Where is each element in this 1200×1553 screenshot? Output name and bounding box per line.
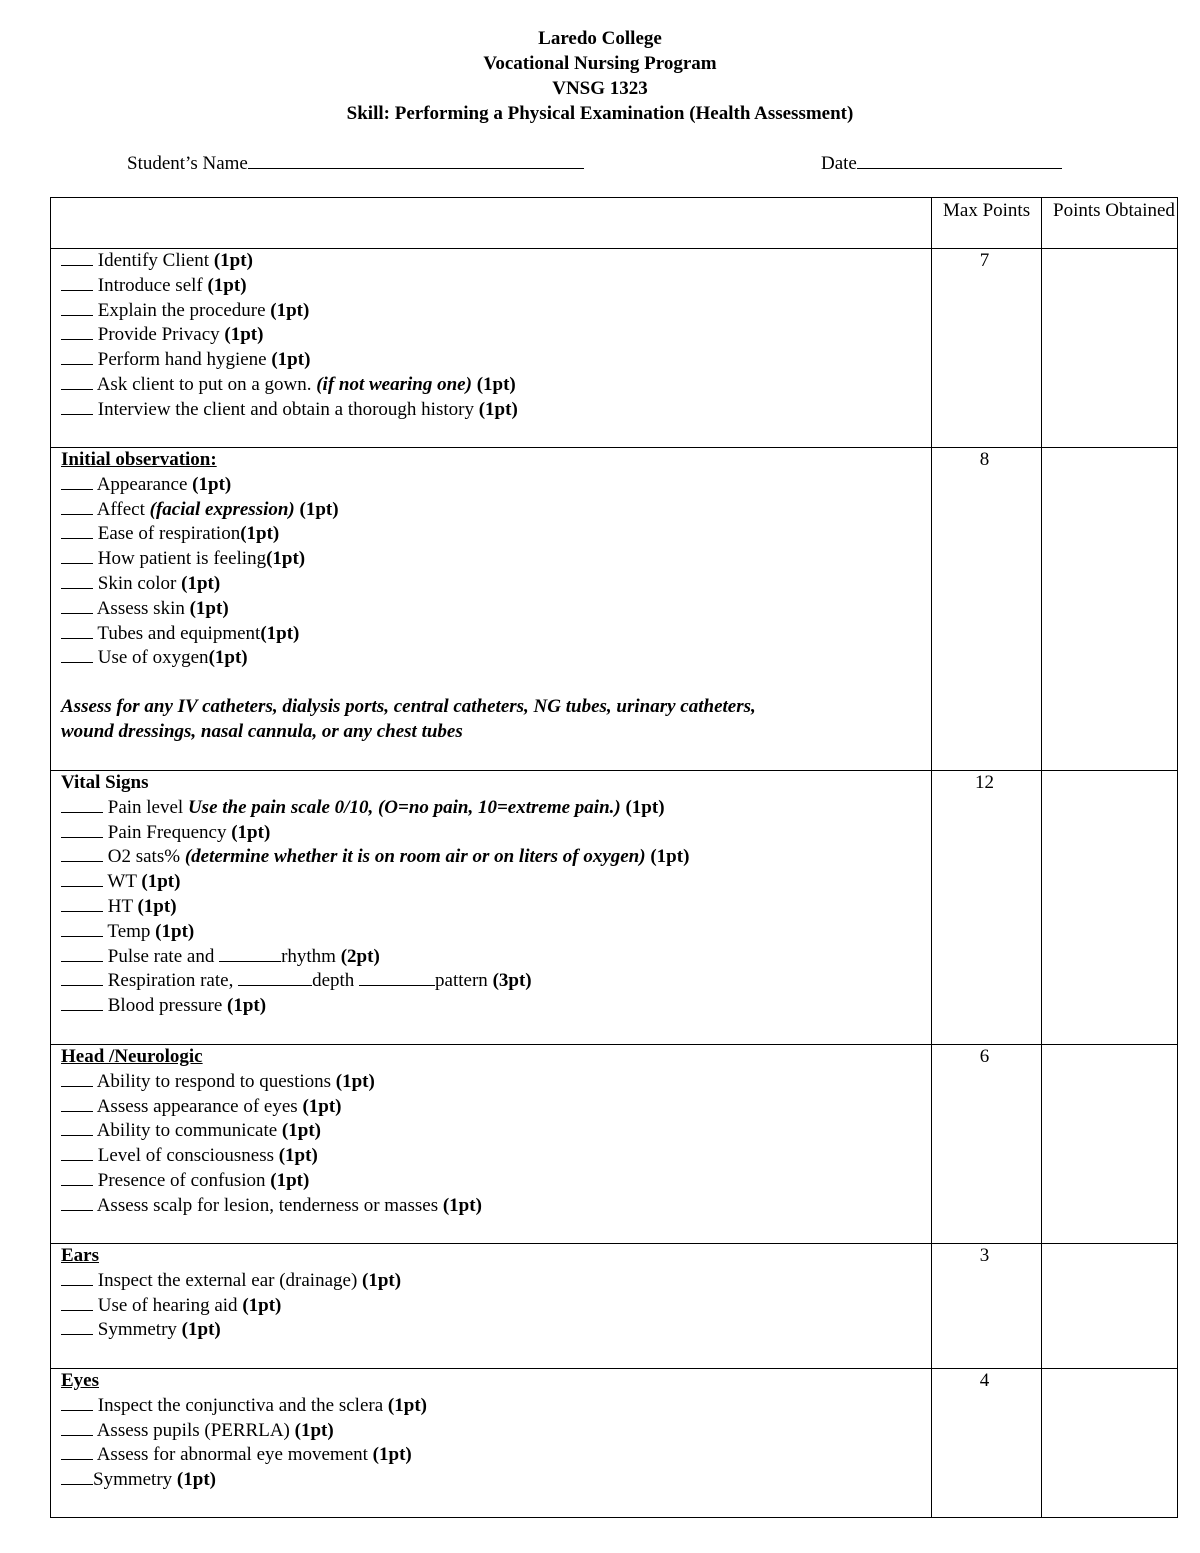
date-field[interactable] [821, 150, 1062, 176]
student-name-field[interactable] [127, 150, 584, 176]
checklist-item[interactable]: Explain the procedure (1pt) [61, 299, 931, 324]
checklist-item[interactable]: Symmetry (1pt) [61, 1468, 931, 1493]
checklist-item[interactable]: Pain Frequency (1pt) [61, 821, 931, 846]
section-head-neurologic [51, 1045, 1178, 1244]
checklist-item[interactable]: Pulse rate and rhythm (2pt) [61, 945, 931, 970]
points-obtained-cell[interactable] [1042, 771, 1178, 1045]
max-points-value: 8 [932, 448, 1042, 771]
date-blank[interactable] [857, 150, 1062, 169]
checklist-item[interactable]: Ability to respond to questions (1pt) [61, 1070, 931, 1095]
date-label: Date [821, 153, 857, 174]
checklist-item[interactable]: WT (1pt) [61, 870, 931, 895]
max-points-value: 12 [932, 771, 1042, 1045]
section-title: Initial observation: [61, 449, 217, 470]
section-title: Eyes [61, 1370, 99, 1391]
checklist-item[interactable]: Use of hearing aid (1pt) [61, 1294, 931, 1319]
checklist-item[interactable]: Perform hand hygiene (1pt) [61, 348, 931, 373]
checklist-item[interactable]: Assess pupils (PERRLA) (1pt) [61, 1419, 931, 1444]
points-obtained-cell[interactable] [1042, 1244, 1178, 1369]
points-obtained-cell[interactable] [1042, 1045, 1178, 1244]
checklist-item[interactable]: How patient is feeling(1pt) [61, 547, 931, 572]
checklist-item[interactable]: Affect (facial expression) (1pt) [61, 498, 931, 523]
section-intro [51, 249, 1178, 448]
checklist-item[interactable]: HT (1pt) [61, 895, 931, 920]
section-initial-items [51, 448, 932, 771]
checklist-item[interactable]: Ability to communicate (1pt) [61, 1119, 931, 1144]
checklist-item[interactable]: Level of consciousness (1pt) [61, 1144, 931, 1169]
checklist-item[interactable]: Skin color (1pt) [61, 572, 931, 597]
checklist-item[interactable]: Tubes and equipment(1pt) [61, 622, 931, 647]
section-eyes-items [51, 1369, 932, 1518]
section-vital-signs [51, 771, 1178, 1045]
skill-title: Skill: Performing a Physical Examination (Health Assessment) [346, 103, 854, 124]
section-head-items [51, 1045, 932, 1244]
checklist-item[interactable]: Provide Privacy (1pt) [61, 323, 931, 348]
checklist-item[interactable]: Identify Client (1pt) [61, 249, 931, 274]
checklist-item[interactable]: Respiration rate, depth pattern (3pt) [61, 969, 931, 994]
max-points-value: 6 [932, 1045, 1042, 1244]
document-header [0, 26, 1200, 126]
section-title: Head /Neurologic [61, 1046, 203, 1067]
section-vitals-items [51, 771, 932, 1045]
points-obtained-header: Points Obtained [1042, 198, 1178, 249]
assessment-note: Assess for any IV catheters, dialysis ports, central catheters, NG tubes, urinary catheters, [61, 696, 756, 718]
checklist-item[interactable]: Appearance (1pt) [61, 473, 931, 498]
checklist-item[interactable]: Interview the client and obtain a thorough history (1pt) [61, 398, 931, 423]
checklist-item[interactable]: Use of oxygen(1pt) [61, 646, 931, 671]
checklist-item[interactable]: Symmetry (1pt) [61, 1318, 931, 1343]
checklist-item[interactable]: Pain level Use the pain scale 0/10, (O=no pain, 10=extreme pain.) (1pt) [61, 796, 931, 821]
points-obtained-cell[interactable] [1042, 1369, 1178, 1518]
program-name: Vocational Nursing Program [483, 53, 717, 74]
checklist-item[interactable]: Presence of confusion (1pt) [61, 1169, 931, 1194]
checklist-item[interactable]: Inspect the conjunctiva and the sclera (1pt) [61, 1394, 931, 1419]
assessment-note: wound dressings, nasal cannula, or any chest tubes [61, 720, 463, 742]
header-cell-blank [51, 198, 932, 249]
checklist-item[interactable]: Assess for abnormal eye movement (1pt) [61, 1443, 931, 1468]
checklist-item[interactable]: Temp (1pt) [61, 920, 931, 945]
student-name-blank[interactable] [248, 150, 584, 169]
checklist-item[interactable]: Inspect the external ear (drainage) (1pt) [61, 1269, 931, 1294]
checklist-item[interactable]: Blood pressure (1pt) [61, 994, 931, 1019]
section-title: Vital Signs [61, 772, 149, 793]
student-name-label: Student’s Name [127, 153, 248, 174]
course-code: VNSG 1323 [552, 78, 648, 99]
checklist-item[interactable]: Ask client to put on a gown. (if not wearing one) (1pt) [61, 373, 931, 398]
section-ears-items [51, 1244, 932, 1369]
checklist-item[interactable]: Ease of respiration(1pt) [61, 522, 931, 547]
checklist-table [50, 197, 1175, 1518]
checklist-item[interactable]: O2 sats% (determine whether it is on room air or on liters of oxygen) (1pt) [61, 845, 931, 870]
section-initial-observation [51, 448, 1178, 771]
section-intro-items [51, 249, 932, 448]
checklist-item[interactable]: Introduce self (1pt) [61, 274, 931, 299]
table-header-row [51, 198, 1178, 249]
college-name: Laredo College [538, 28, 662, 49]
checklist-item[interactable]: Assess skin (1pt) [61, 597, 931, 622]
checklist-item[interactable]: Assess scalp for lesion, tenderness or masses (1pt) [61, 1194, 931, 1219]
section-ears [51, 1244, 1178, 1369]
points-obtained-cell[interactable] [1042, 249, 1178, 448]
max-points-header: Max Points [932, 198, 1042, 249]
max-points-value: 7 [932, 249, 1042, 448]
section-title: Ears [61, 1245, 99, 1266]
max-points-value: 3 [932, 1244, 1042, 1369]
max-points-value: 4 [932, 1369, 1042, 1518]
points-obtained-cell[interactable] [1042, 448, 1178, 771]
checklist-item[interactable]: Assess appearance of eyes (1pt) [61, 1095, 931, 1120]
section-eyes [51, 1369, 1178, 1518]
